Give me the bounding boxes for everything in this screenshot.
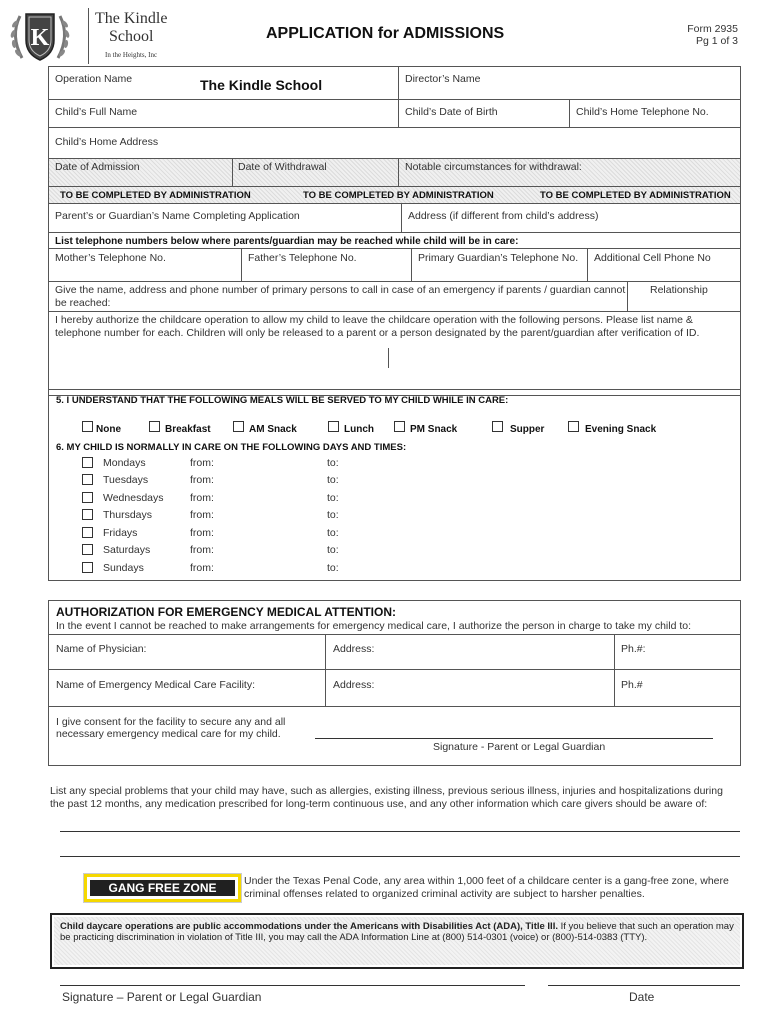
childs-address-label: Child’s Home Address bbox=[55, 136, 159, 148]
authorization-text: I hereby authorize the childcare operation to allow my child to leave the childcare operation with the following persons. Please list name & telephone number for each. Children will only be released to a parent or a person designated by the parent/guardian after verification of ID. bbox=[55, 314, 700, 339]
meal-none-label: None bbox=[96, 424, 121, 435]
meal-supper-label: Supper bbox=[510, 424, 545, 435]
page-title: APPLICATION for ADMISSIONS bbox=[266, 25, 505, 42]
day-to-label: to: bbox=[327, 509, 339, 521]
meal-none-checkbox[interactable] bbox=[82, 421, 93, 432]
mother-phone-label: Mother’s Telephone No. bbox=[55, 252, 166, 264]
day-label-wednesdays: Wednesdays bbox=[103, 492, 164, 504]
row-divider bbox=[48, 311, 741, 312]
ada-notice-bold: Child daycare operations are public accommodations under the Americans with Disabilities Act (ADA), Title III. bbox=[60, 921, 558, 932]
day-from-label: from: bbox=[190, 457, 214, 469]
facility-address-label: Address: bbox=[333, 679, 375, 691]
form-number-label: Form 2935 bbox=[687, 23, 738, 35]
father-phone-label: Father’s Telephone No. bbox=[248, 252, 357, 264]
school-name-line2: School bbox=[109, 28, 154, 45]
row-divider bbox=[48, 127, 741, 128]
row-divider bbox=[48, 99, 741, 100]
physician-label: Name of Physician: bbox=[56, 643, 147, 655]
alt-address-label: Address (if different from child’s address) bbox=[408, 210, 599, 222]
operation-name-label: Operation Name bbox=[55, 73, 133, 85]
day-to-label: to: bbox=[327, 474, 339, 486]
day-checkbox-mondays[interactable] bbox=[82, 457, 93, 468]
col-divider bbox=[325, 634, 326, 706]
footer-signature-line[interactable] bbox=[60, 985, 525, 986]
day-label-saturdays: Saturdays bbox=[103, 544, 151, 556]
day-checkbox-wednesdays[interactable] bbox=[82, 492, 93, 503]
meals-heading: 5. I UNDERSTAND THAT THE FOLLOWING MEALS WILL BE SERVED TO MY CHILD WHILE IN CARE: bbox=[56, 395, 509, 406]
page-indicator: Pg 1 of 3 bbox=[695, 35, 738, 47]
emergency-contact-label: Give the name, address and phone number of primary persons to call in case of an emergency if parents / guardian cannot be reached: bbox=[55, 284, 626, 309]
day-from-label: from: bbox=[190, 544, 214, 556]
form-number bbox=[660, 23, 738, 47]
col-divider bbox=[627, 281, 628, 311]
date-withdrawal-label: Date of Withdrawal bbox=[238, 161, 327, 173]
admin-label-3: TO BE COMPLETED BY ADMINISTRATION bbox=[540, 190, 731, 201]
col-divider bbox=[398, 158, 399, 186]
day-label-fridays: Fridays bbox=[103, 527, 138, 539]
relationship-label: Relationship bbox=[650, 284, 708, 296]
col-divider bbox=[569, 99, 570, 127]
medical-signature-caption: Signature - Parent or Legal Guardian bbox=[433, 741, 606, 753]
day-checkbox-fridays[interactable] bbox=[82, 527, 93, 538]
day-to-label: to: bbox=[327, 527, 339, 539]
gang-free-zone-label: GANG FREE ZONE bbox=[90, 880, 235, 896]
row-divider bbox=[48, 248, 741, 249]
directors-name-label: Director’s Name bbox=[405, 73, 481, 85]
operation-name-value[interactable]: The Kindle School bbox=[200, 77, 323, 93]
meal-lunch-label: Lunch bbox=[344, 424, 374, 435]
day-from-label: from: bbox=[190, 474, 214, 486]
guardian-phone-label: Primary Guardian’s Telephone No. bbox=[418, 252, 579, 264]
meal-am-snack-checkbox[interactable] bbox=[233, 421, 244, 432]
school-name bbox=[95, 10, 167, 46]
row-divider bbox=[48, 203, 741, 204]
meal-breakfast-label: Breakfast bbox=[165, 424, 211, 435]
day-to-label: to: bbox=[327, 562, 339, 574]
gang-free-zone-badge bbox=[84, 874, 241, 902]
school-logo bbox=[6, 6, 74, 66]
day-to-label: to: bbox=[327, 457, 339, 469]
meals-days-section bbox=[48, 389, 741, 581]
laurel-shield-icon bbox=[6, 6, 74, 66]
meal-pm-snack-checkbox[interactable] bbox=[394, 421, 405, 432]
admin-label-2: TO BE COMPLETED BY ADMINISTRATION bbox=[303, 190, 494, 201]
col-divider bbox=[232, 158, 233, 186]
parent-name-label: Parent’s or Guardian’s Name Completing Application bbox=[55, 210, 300, 222]
day-from-label: from: bbox=[190, 509, 214, 521]
physician-phone-label: Ph.#: bbox=[621, 643, 646, 655]
ada-notice bbox=[50, 913, 744, 969]
days-heading: 6. MY CHILD IS NORMALLY IN CARE ON THE FOLLOWING DAYS AND TIMES: bbox=[56, 442, 407, 453]
day-label-thursdays: Thursdays bbox=[103, 509, 153, 521]
col-divider bbox=[614, 634, 615, 706]
admin-shaded-row bbox=[49, 159, 740, 186]
day-label-mondays: Mondays bbox=[103, 457, 146, 469]
childs-phone-label: Child’s Home Telephone No. bbox=[576, 106, 709, 118]
special-problems-text: List any special problems that your child may have, such as allergies, existing illness, previous serious illness, injuries and hospitalizations during the past 12 months, any medication prescribed for long-term continuous use, and any other information which care givers should be aware of: bbox=[50, 785, 723, 810]
ada-notice-body bbox=[54, 917, 740, 965]
meal-evening-snack-checkbox[interactable] bbox=[568, 421, 579, 432]
svg-text:K: K bbox=[30, 25, 50, 51]
day-from-label: from: bbox=[190, 492, 214, 504]
day-from-label: from: bbox=[190, 562, 214, 574]
cell-phone-label: Additional Cell Phone No bbox=[594, 252, 711, 264]
col-divider bbox=[398, 66, 399, 127]
day-checkbox-thursdays[interactable] bbox=[82, 509, 93, 520]
meal-pm-snack-label: PM Snack bbox=[410, 424, 458, 435]
ada-notice-text: If you believe that such an operation may be practicing discrimination in violation of Title III, you may call the ADA Information Line at (800) 514-0301 (voice) or (800)-514-0383 (TTY). bbox=[60, 921, 734, 943]
date-admission-label: Date of Admission bbox=[55, 161, 140, 173]
medical-signature-line[interactable] bbox=[315, 738, 713, 739]
col-divider bbox=[241, 248, 242, 281]
col-divider bbox=[587, 248, 588, 281]
day-to-label: to: bbox=[327, 492, 339, 504]
logo-divider bbox=[88, 8, 89, 64]
day-checkbox-sundays[interactable] bbox=[82, 562, 93, 573]
footer-date-label: Date bbox=[629, 990, 655, 1004]
row-divider bbox=[48, 634, 741, 635]
childs-full-name-label: Child’s Full Name bbox=[55, 106, 138, 118]
consent-line-2: necessary emergency medical care for my child. bbox=[56, 728, 281, 740]
col-divider bbox=[388, 348, 389, 368]
meal-evening-snack-label: Evening Snack bbox=[585, 424, 657, 435]
col-divider bbox=[411, 248, 412, 281]
consent-line-1: I give consent for the facility to secure any and all bbox=[56, 716, 286, 728]
special-problems-line-1[interactable] bbox=[60, 831, 740, 832]
school-name-line1: The Kindle bbox=[95, 10, 168, 27]
row-divider bbox=[48, 232, 741, 233]
meal-breakfast-checkbox[interactable] bbox=[149, 421, 160, 432]
meal-supper-checkbox[interactable] bbox=[492, 421, 503, 432]
school-subtitle: In the Heights, Inc bbox=[105, 51, 158, 59]
meal-am-snack-label: AM Snack bbox=[249, 424, 297, 435]
row-divider bbox=[48, 706, 741, 707]
admin-label-1: TO BE COMPLETED BY ADMINISTRATION bbox=[60, 190, 251, 201]
day-label-tuesdays: Tuesdays bbox=[103, 474, 149, 486]
day-from-label: from: bbox=[190, 527, 214, 539]
row-divider bbox=[48, 281, 741, 282]
facility-phone-label: Ph.# bbox=[621, 679, 643, 691]
day-label-sundays: Sundays bbox=[103, 562, 144, 574]
day-checkbox-saturdays[interactable] bbox=[82, 544, 93, 555]
footer-signature-label: Signature – Parent or Legal Guardian bbox=[62, 990, 262, 1004]
medical-intro: In the event I cannot be reached to make arrangements for emergency medical care, I authorize the person in charge to take my child to: bbox=[56, 620, 692, 632]
day-checkbox-tuesdays[interactable] bbox=[82, 474, 93, 485]
row-divider bbox=[48, 669, 741, 670]
meal-lunch-checkbox[interactable] bbox=[328, 421, 339, 432]
footer-date-line[interactable] bbox=[548, 985, 740, 986]
day-to-label: to: bbox=[327, 544, 339, 556]
medical-heading: AUTHORIZATION FOR EMERGENCY MEDICAL ATTENTION: bbox=[56, 605, 396, 619]
special-problems-line-2[interactable] bbox=[60, 856, 740, 857]
phone-list-header: List telephone numbers below where parents/guardian may be reached while child will be in care: bbox=[55, 236, 519, 247]
physician-address-label: Address: bbox=[333, 643, 375, 655]
childs-dob-label: Child’s Date of Birth bbox=[405, 106, 498, 118]
notable-circumstances-label: Notable circumstances for withdrawal: bbox=[405, 161, 582, 173]
facility-label: Name of Emergency Medical Care Facility: bbox=[56, 679, 255, 691]
gang-free-zone-text: Under the Texas Penal Code, any area within 1,000 feet of a childcare center is a gang-free zone, where criminal offenses related to organized criminal activity are subject to harsher penalties. bbox=[244, 875, 729, 900]
col-divider bbox=[401, 203, 402, 232]
